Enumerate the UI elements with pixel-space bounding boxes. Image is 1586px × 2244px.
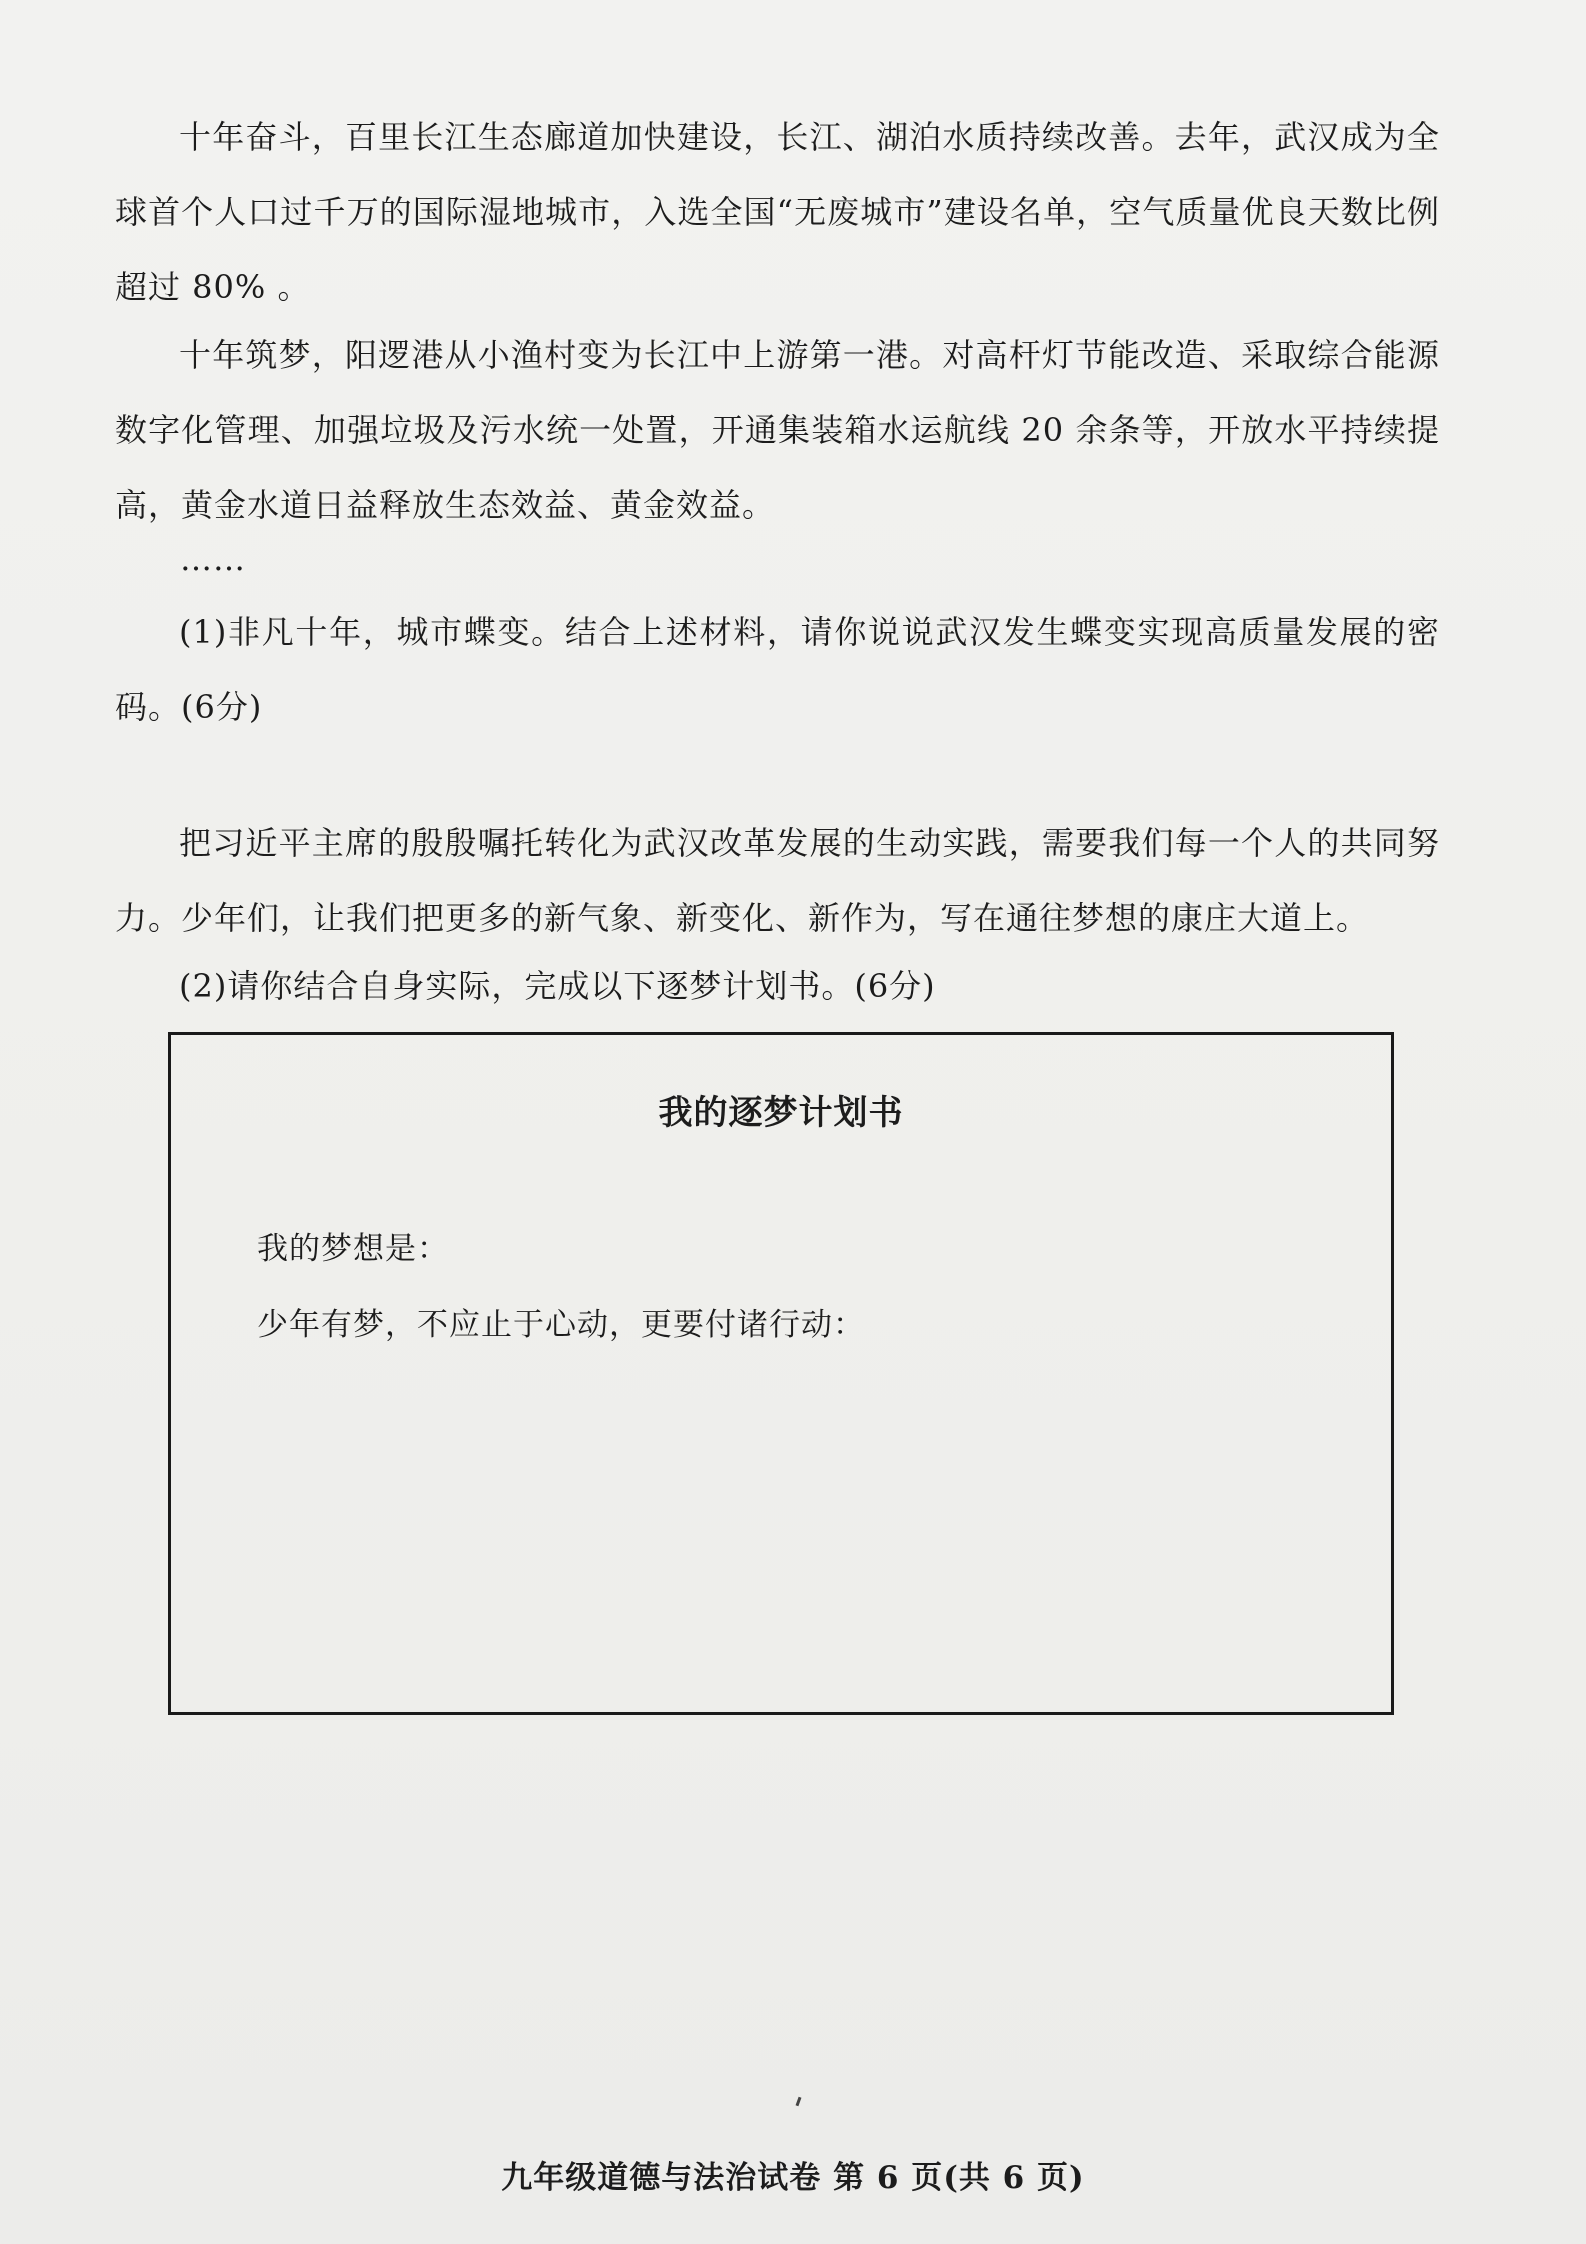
ink-speck	[796, 2097, 802, 2106]
paragraph-port: 十年筑梦，阳逻港从小渔村变为长江中上游第一港。对高杆灯节能改造、采取综合能源数字化管理、加强垃圾及污水统一处置，开通集装箱水运航线 20 余条等，开放水平持续提高，黄金水道日益释放生态效益、黄金效益。	[115, 336, 1440, 524]
dream-label: 我的梦想是：	[257, 1231, 449, 1267]
plan-title: 我的逐梦计划书	[658, 1093, 904, 1133]
ellipsis: ……	[180, 540, 246, 578]
question-1: (1)非凡十年，城市蝶变。结合上述材料，请你说说武汉发生蝶变实现高质量发展的密码。(6分)	[115, 613, 1440, 726]
question-2: (2)请你结合自身实际，完成以下逐梦计划书。(6分)	[179, 967, 936, 1005]
action-label: 少年有梦，不应止于心动，更要付诸行动：	[257, 1307, 865, 1343]
paragraph-youth: 把习近平主席的殷殷嘱托转化为武汉改革发展的生动实践，需要我们每一个人的共同努力。少年们，让我们把更多的新气象、新变化、新作为，写在通往梦想的康庄大道上。	[115, 824, 1440, 937]
page-footer: 九年级道德与法治试卷 第 6 页(共 6 页)	[501, 2160, 1085, 2196]
dream-plan-box	[168, 1032, 1394, 1715]
paragraph-ecology: 十年奋斗，百里长江生态廊道加快建设，长江、湖泊水质持续改善。去年，武汉成为全球首个人口过千万的国际湿地城市，入选全国“无废城市”建设名单，空气质量优良天数比例超过 80% 。	[115, 118, 1440, 306]
